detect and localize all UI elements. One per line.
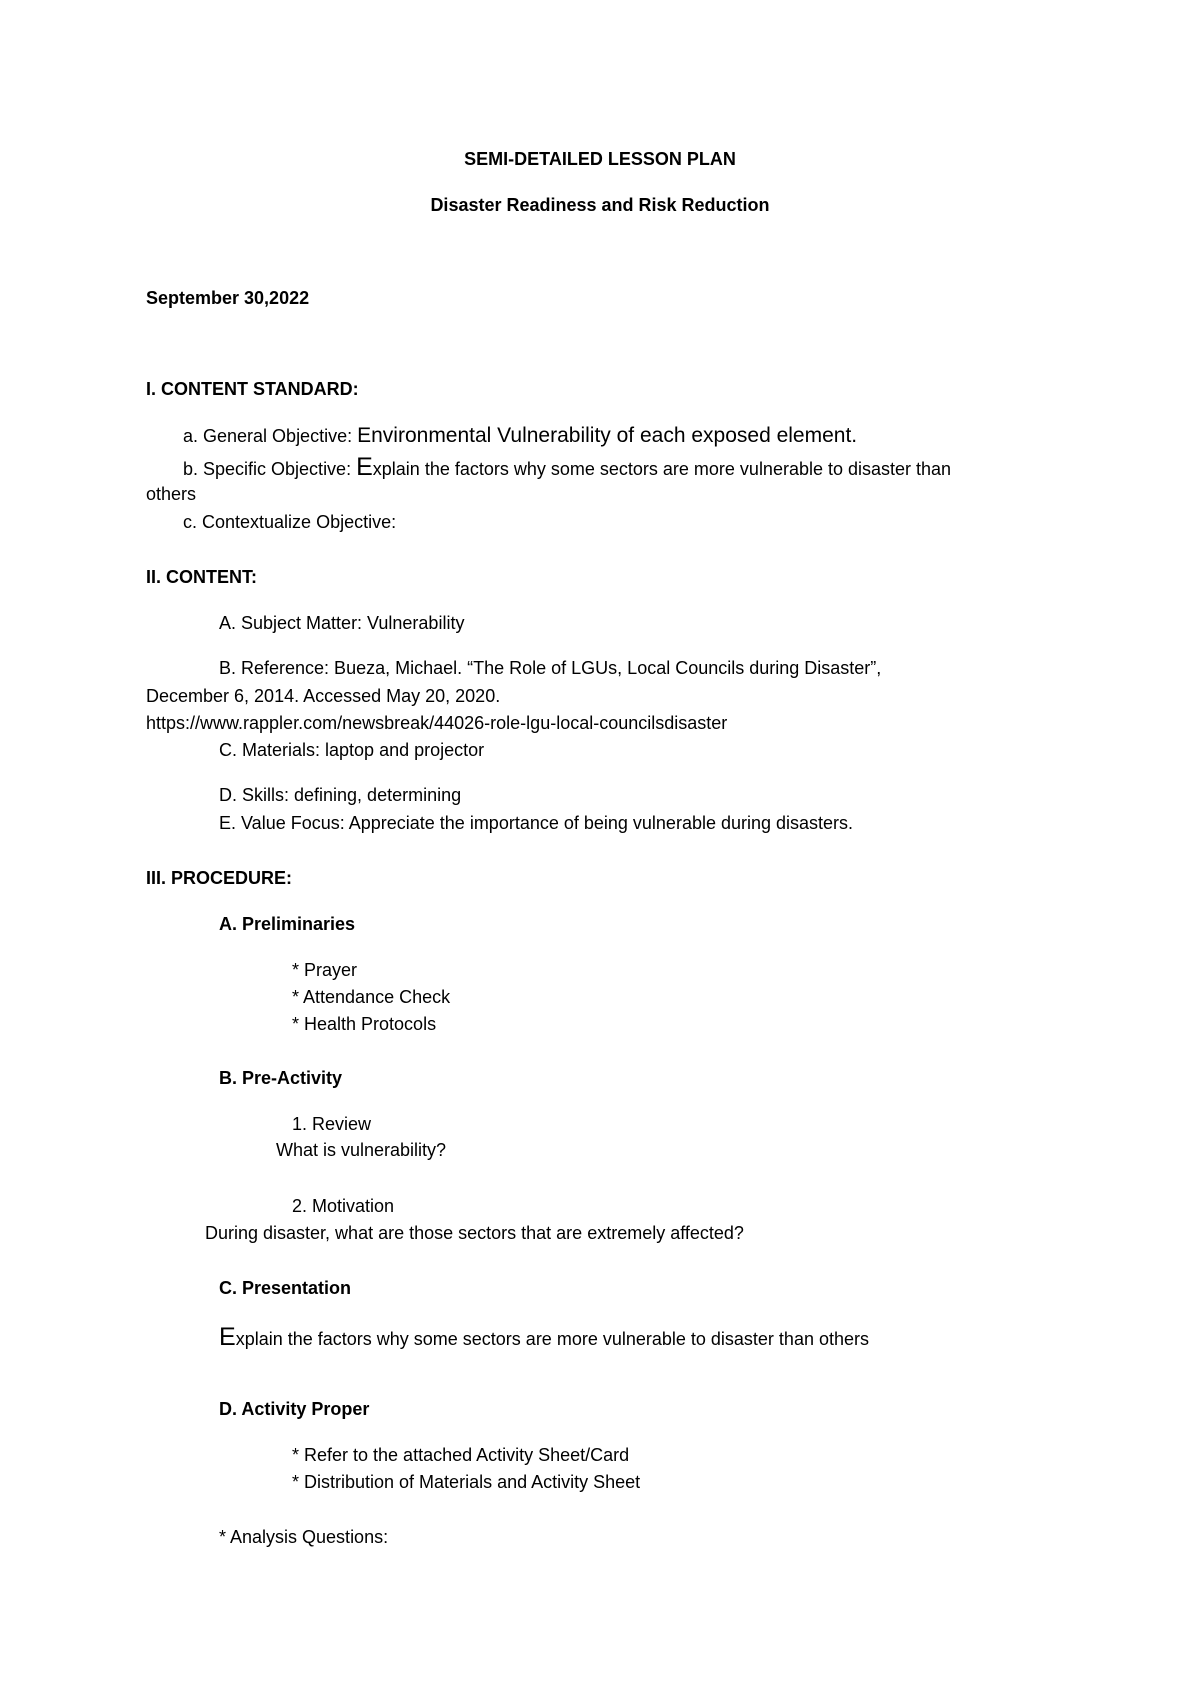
motivation-question: During disaster, what are those sectors that are extremely affected?: [205, 1223, 744, 1243]
specific-objective-text: xplain the factors why some sectors are more vulnerable to disaster than: [372, 459, 952, 479]
review-label: 1. Review: [292, 1114, 372, 1134]
section-heading-content-standard: I. CONTENT STANDARD:: [146, 379, 359, 399]
activity-proper-item: * Refer to the attached Activity Sheet/Card: [292, 1445, 630, 1465]
skills: D. Skills: defining, determining: [219, 785, 462, 805]
pre-activity-heading: B. Pre-Activity: [219, 1068, 343, 1088]
motivation-label: 2. Motivation: [292, 1196, 395, 1216]
specific-objective-initial: E: [356, 453, 373, 481]
section-heading-content: II. CONTENT:: [146, 567, 257, 587]
subject-matter: A. Subject Matter: Vulnerability: [219, 613, 465, 633]
preliminaries-heading: A. Preliminaries: [219, 914, 356, 934]
general-objective-value: Environmental Vulnerability of each exposed element.: [357, 424, 858, 447]
document-title: SEMI-DETAILED LESSON PLAN: [464, 149, 736, 169]
activity-proper-item: * Distribution of Materials and Activity Sheet: [292, 1472, 641, 1492]
contextualize-objective: c. Contextualize Objective:: [183, 512, 397, 532]
section-heading-procedure: III. PROCEDURE:: [146, 868, 293, 888]
reference-line-1: B. Reference: Bueza, Michael. “The Role of LGUs, Local Councils during Disaster”,: [219, 658, 882, 678]
preliminaries-item: * Prayer: [292, 960, 358, 980]
presentation-initial: E: [219, 1323, 236, 1351]
preliminaries-item: * Attendance Check: [292, 987, 451, 1007]
specific-objective-label: b. Specific Objective:: [183, 459, 352, 479]
document-subject: Disaster Readiness and Risk Reduction: [430, 195, 770, 215]
presentation-text: [219, 1322, 869, 1352]
lesson-date: September 30,2022: [146, 288, 310, 308]
reference-url: https://www.rappler.com/newsbreak/44026-role-lgu-local-councilsdisaster: [146, 713, 728, 733]
reference-line-2: December 6, 2014. Accessed May 20, 2020.: [146, 686, 501, 706]
presentation-heading: C. Presentation: [219, 1278, 352, 1298]
general-objective: [183, 423, 857, 448]
value-focus: E. Value Focus: Appreciate the importance of being vulnerable during disasters.: [219, 813, 854, 833]
analysis-questions-label: * Analysis Questions:: [219, 1527, 389, 1547]
specific-objective-wrap: others: [146, 484, 197, 504]
review-question: What is vulnerability?: [276, 1140, 447, 1160]
preliminaries-item: * Health Protocols: [292, 1014, 437, 1034]
presentation-body: xplain the factors why some sectors are more vulnerable to disaster than others: [235, 1329, 869, 1349]
materials: C. Materials: laptop and projector: [219, 740, 485, 760]
activity-proper-heading: D. Activity Proper: [219, 1399, 370, 1419]
general-objective-label: a. General Objective:: [183, 426, 353, 446]
specific-objective: [183, 452, 951, 482]
